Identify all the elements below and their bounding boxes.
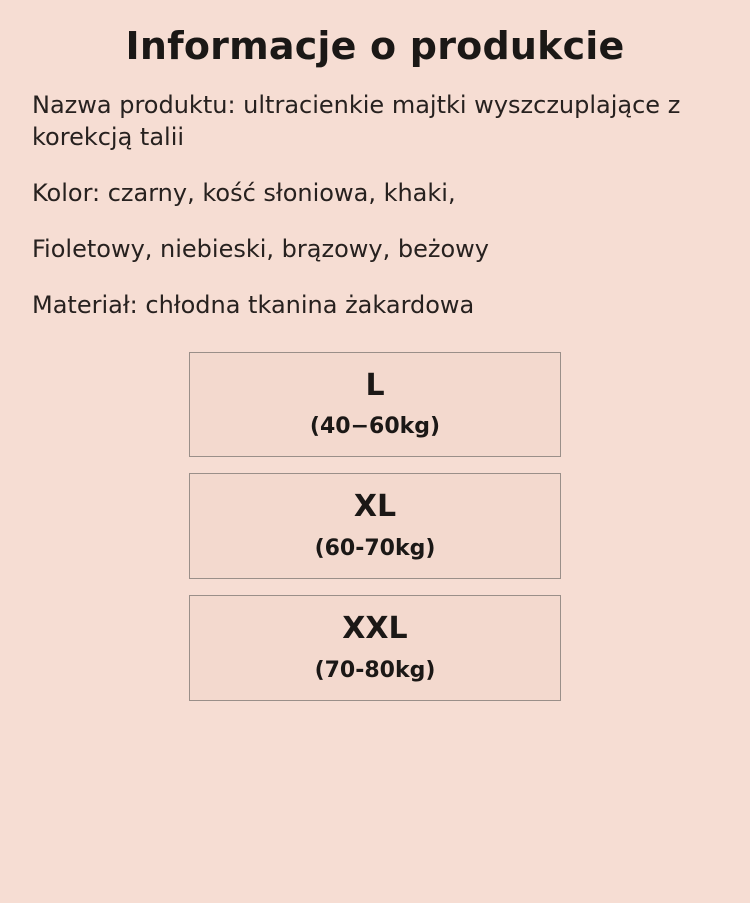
spec-line-material: Materiał: chłodna tkanina żakardowa [32, 290, 475, 319]
product-spec-list [0, 68, 750, 322]
spec-line-name: Nazwa produktu: ultracienkie majtki wyszczuplające z korekcją talii [32, 91, 681, 151]
size-weight-range: (60-70kg) [314, 535, 436, 561]
size-label: L [365, 367, 385, 403]
size-box-xxl [189, 595, 561, 701]
size-box-l [189, 352, 561, 458]
page-title: Informacje o produkcie [125, 24, 625, 68]
size-label: XL [353, 489, 397, 525]
size-weight-range: (40−60kg) [309, 414, 441, 440]
spec-line-color-2: Fioletowy, niebieski, brązowy, beżowy [32, 234, 489, 263]
size-weight-range: (70-80kg) [314, 657, 436, 683]
size-chart [0, 352, 750, 702]
spec-line-color-1: Kolor: czarny, kość słoniowa, khaki, [32, 178, 456, 207]
size-label: XXL [342, 611, 408, 647]
size-box-xl [189, 473, 561, 579]
